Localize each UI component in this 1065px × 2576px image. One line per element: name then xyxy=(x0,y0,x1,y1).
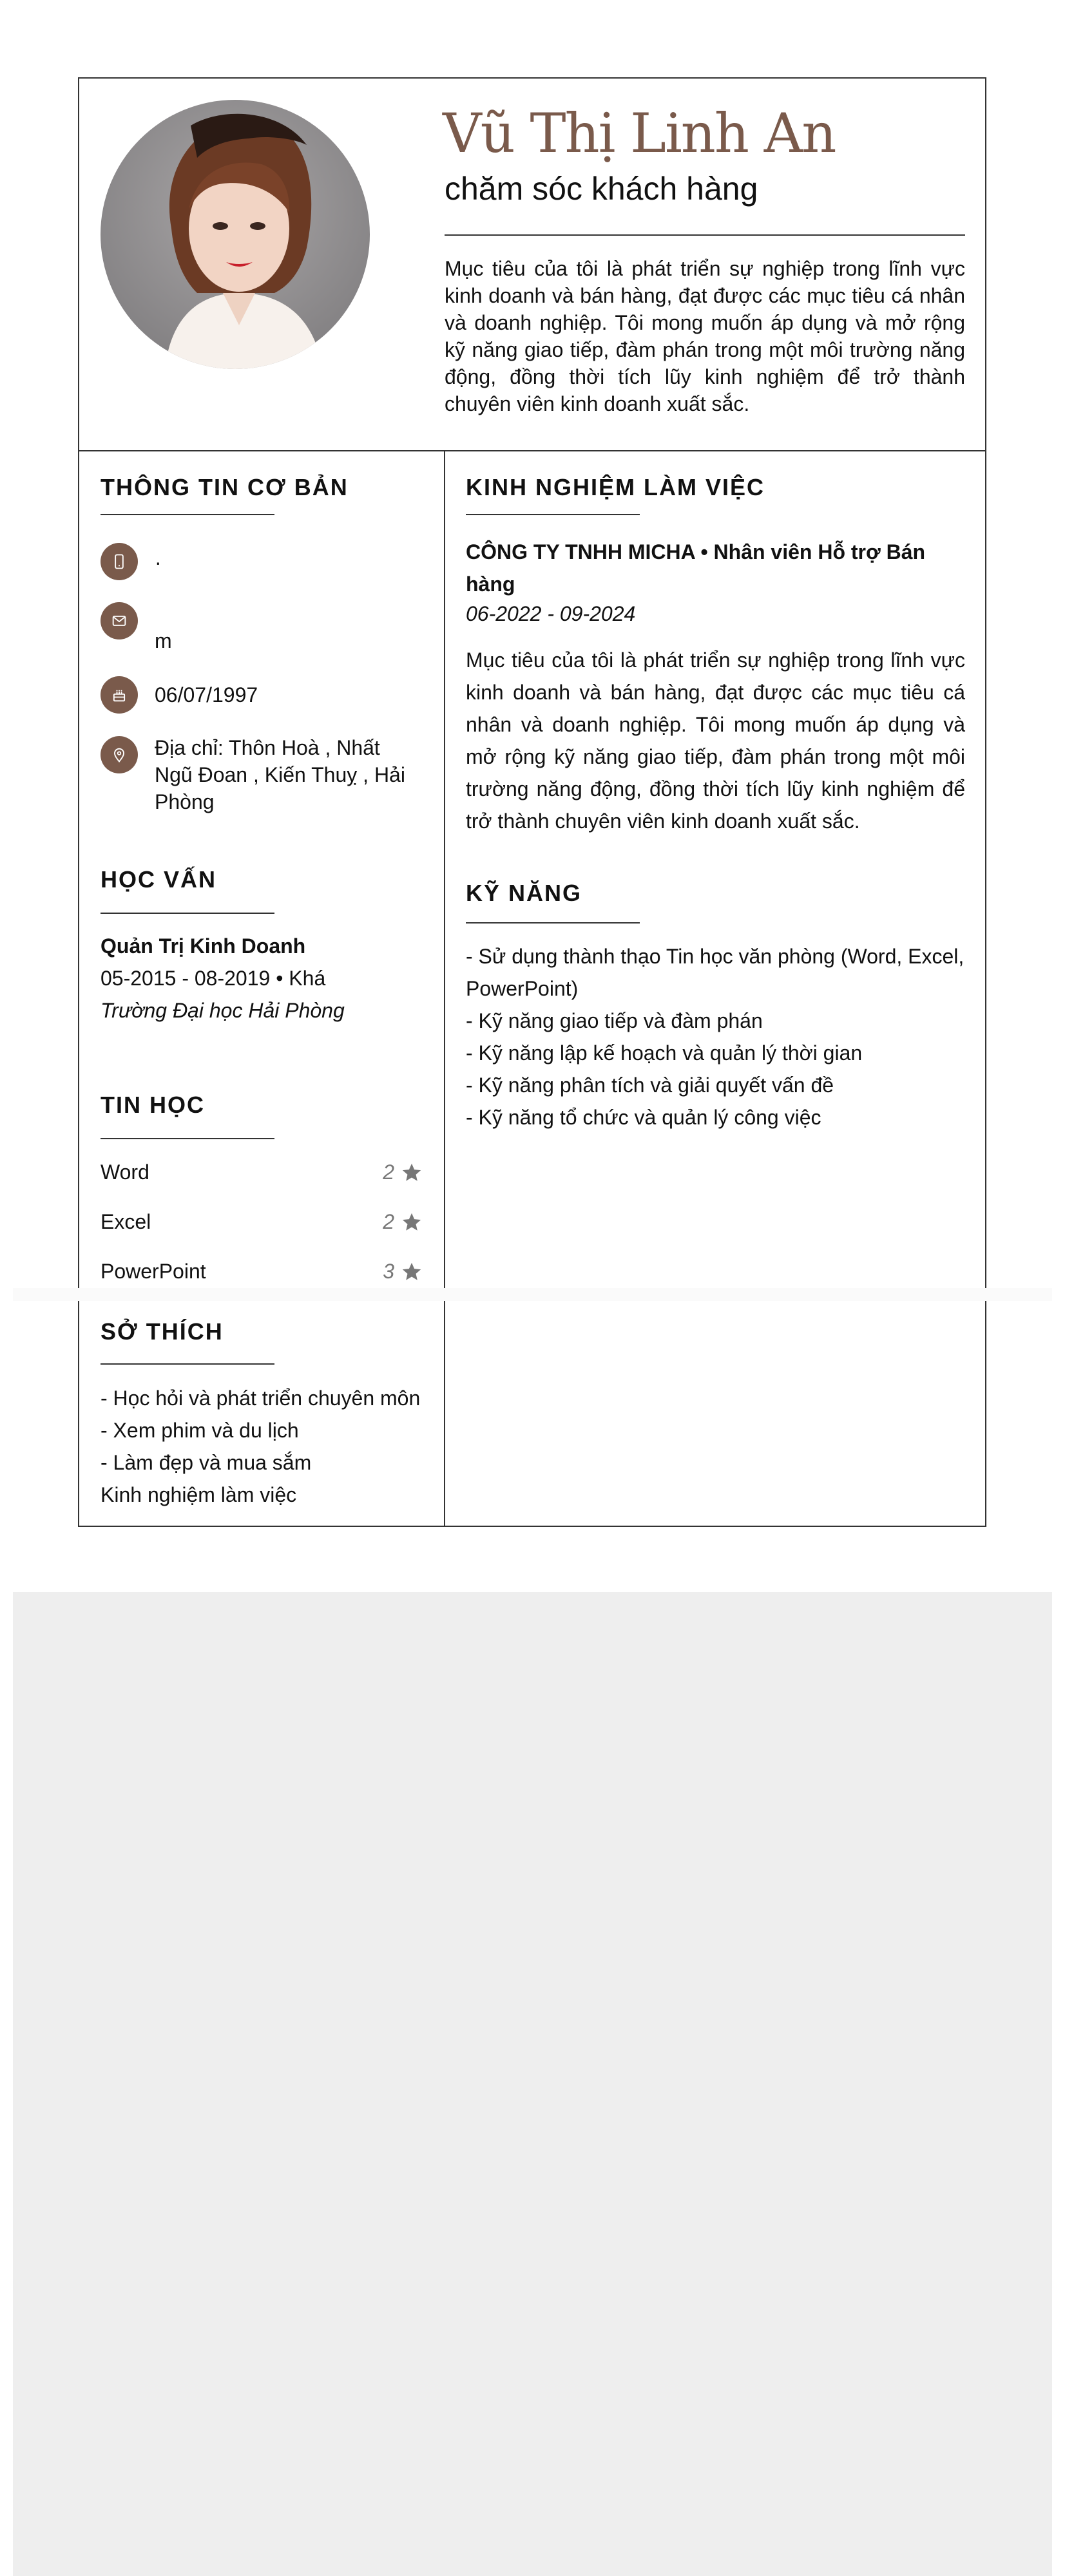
skills-list xyxy=(466,940,968,1133)
page-break xyxy=(13,1288,1052,1301)
email-address: m xyxy=(155,629,172,652)
birthday-icon xyxy=(101,676,138,714)
location-icon xyxy=(101,736,138,773)
it-skill-score: 3 xyxy=(383,1260,394,1283)
education-school: Trường Đại học Hải Phòng xyxy=(101,999,345,1022)
skill-item: - Kỹ năng lập kế hoạch và quản lý thời gian xyxy=(466,1041,863,1065)
hobbies-rule xyxy=(101,1363,274,1365)
page-background-gray xyxy=(13,1592,1052,2576)
phone-icon xyxy=(101,543,138,580)
hobby-item: - Làm đẹp và mua sắm xyxy=(101,1451,312,1474)
birth-date: 06/07/1997 xyxy=(155,683,258,706)
hobbies-title: SỞ THÍCH xyxy=(101,1318,224,1345)
hobby-item: - Xem phim và du lịch xyxy=(101,1419,299,1442)
home-address: Địa chỉ: Thôn Hoà , Nhất Ngũ Đoan , Kiến Thuỵ , Hải Phòng xyxy=(155,736,405,813)
hobby-item: Kinh nghiệm làm việc xyxy=(101,1483,297,1506)
skill-item: - Kỹ năng giao tiếp và đàm phán xyxy=(466,1009,763,1032)
education-rule xyxy=(101,913,274,914)
avatar-photo xyxy=(101,100,370,369)
star-icon xyxy=(401,1162,423,1184)
education-title: HỌC VẤN xyxy=(101,866,217,893)
career-objective: Mục tiêu của tôi là phát triển sự nghiệp trong lĩnh vực kinh doanh và bán hàng, đạt được các mục tiêu cá nhân và doanh nghiệp. Tôi mong muốn áp dụng và mở rộng kỹ năng giao tiếp, đàm phán trong một môi trường năng động, đồng thời tích lũy kinh nghiệm để trở thành chuyên viên kinh doanh xuất sắc. xyxy=(445,257,965,415)
job-description: Mục tiêu của tôi là phát triển sự nghiệp trong lĩnh vực kinh doanh và bán hàng, đạt được các mục tiêu cá nhân và doanh nghiệp. Tôi mong muốn áp dụng và mở rộng kỹ năng giao tiếp, đàm phán trong một môi trường năng động, đồng thời tích lũy kinh nghiệm để trở thành chuyên viên kinh doanh xuất sắc. xyxy=(466,649,965,833)
it-skill-name: PowerPoint xyxy=(101,1260,206,1283)
education-time: 05-2015 - 08-2019 • Khá xyxy=(101,967,326,990)
skill-item: - Kỹ năng tổ chức và quản lý công việc xyxy=(466,1106,821,1129)
education-major: Quản Trị Kinh Doanh xyxy=(101,934,306,958)
skills-title: KỸ NĂNG xyxy=(466,880,582,906)
job-title: CÔNG TY TNHH MICHA • Nhân viên Hỗ trợ Bán hàng xyxy=(466,540,926,596)
it-skill-name: Excel xyxy=(101,1210,151,1233)
star-icon xyxy=(401,1211,423,1233)
email-icon xyxy=(101,602,138,639)
skills-rule xyxy=(466,922,640,923)
header-divider xyxy=(78,450,986,451)
experience-title: KINH NGHIỆM LÀM VIỆC xyxy=(466,474,765,500)
it-row xyxy=(101,1210,423,1237)
basic-info-rule xyxy=(101,514,274,515)
skill-item: - Sử dụng thành thạo Tin học văn phòng (Word, Excel, PowerPoint) xyxy=(466,945,964,1000)
candidate-role: chăm sóc khách hàng xyxy=(445,171,758,207)
header-rule xyxy=(445,234,965,236)
it-skill-name: Word xyxy=(101,1160,149,1184)
basic-info-title: THÔNG TIN CƠ BẢN xyxy=(101,474,349,500)
job-time: 06-2022 - 09-2024 xyxy=(466,602,636,625)
column-divider xyxy=(444,451,445,1527)
phone-number: · xyxy=(155,551,162,574)
star-icon xyxy=(401,1261,423,1283)
it-row xyxy=(101,1160,423,1188)
it-row xyxy=(101,1260,423,1287)
candidate-name: Vũ Thị Linh An xyxy=(443,102,836,165)
it-skill-score: 2 xyxy=(383,1160,394,1184)
it-rule xyxy=(101,1138,274,1139)
it-title: TIN HỌC xyxy=(101,1092,205,1118)
it-skill-score: 2 xyxy=(383,1210,394,1233)
hobby-item: - Học hỏi và phát triển chuyên môn xyxy=(101,1387,421,1410)
skill-item: - Kỹ năng phân tích và giải quyết vấn đề xyxy=(466,1074,834,1097)
experience-rule xyxy=(466,514,640,515)
